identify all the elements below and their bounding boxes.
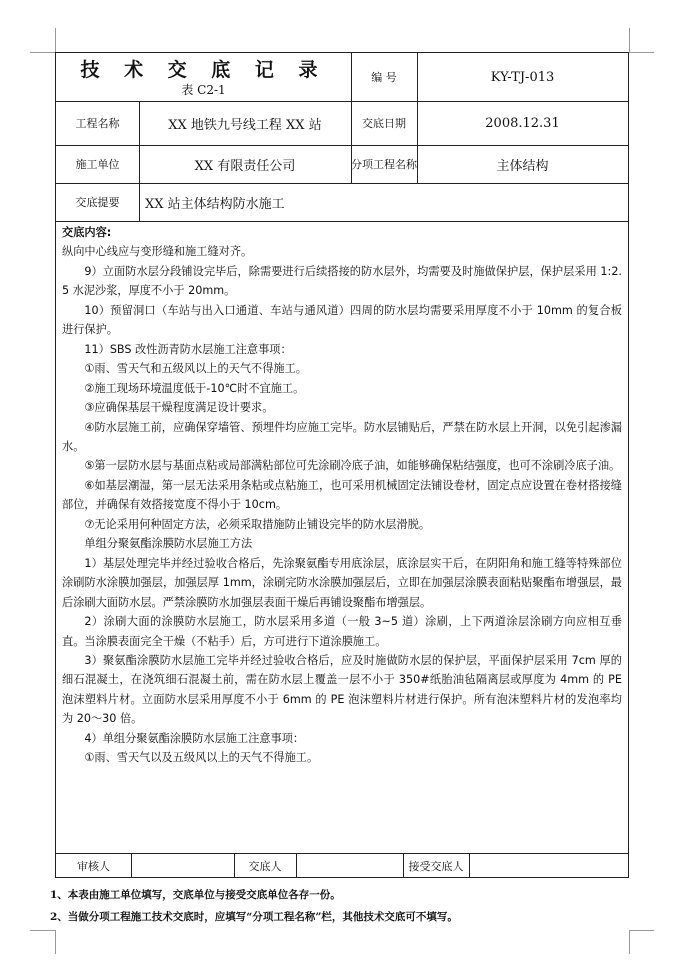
- project-name-value: XX 地铁九号线工程 XX 站: [168, 117, 322, 133]
- crop-mark-bottom-right: [629, 930, 630, 954]
- content-heading: 交底内容:: [62, 226, 112, 239]
- form-number: 表 C2-1: [181, 82, 226, 97]
- content-paragraph: ②施工现场环境温度低于-10℃时不宜施工。: [84, 381, 305, 395]
- crop-mark-top-left: [30, 52, 55, 53]
- content-paragraph: 11）SBS 改性沥青防水层施工注意事项：: [84, 342, 292, 356]
- date-value: 2008.12.31: [485, 115, 560, 131]
- summary-label: 交底提要: [75, 196, 120, 209]
- content-paragraph: ③应确保基层干燥程度满足设计要求。: [84, 401, 274, 415]
- content-paragraph: ⑥如基层潮湿，第一层无法采用条粘或点粘施工，也可采用机械固定法铺设卷材，固定点应设置在卷材搭接缝部位，并确保有效搭接宽度不得小于 10cm。: [62, 478, 622, 512]
- crop-mark-bottom-left: [55, 930, 56, 954]
- sub-project-label: 分项工程名称: [351, 158, 417, 171]
- footnote: 1、本表由施工单位填写，交底单位与接受交底单位各存一份。: [50, 889, 341, 901]
- content-paragraph: ⑦无论采用何种固定方法，必须采取措施防止铺设完毕的防水层滑脱。: [84, 517, 431, 531]
- date-label: 交底日期: [362, 117, 406, 130]
- crop-mark-bottom-left: [30, 930, 55, 931]
- presenter-signature[interactable]: [296, 853, 403, 878]
- reviewer-label: 审核人: [77, 859, 110, 873]
- construction-unit-value: XX 有限责任公司: [194, 158, 296, 174]
- reviewer-signature[interactable]: [131, 853, 234, 878]
- footnotes: [50, 884, 458, 928]
- crop-mark-bottom-right: [629, 930, 654, 931]
- footnote: 2、当做分项工程施工技术交底时，应填写“分项工程名称”栏，其他技术交底可不填写。: [50, 911, 458, 923]
- receiver-label: 接受交底人: [408, 859, 464, 873]
- content-paragraph: 2）涂刷大面的涂膜防水层施工，防水层采用多道（一般 3~5 道）涂刷，上下两道涂层涂刷方向应相互垂直。当涂膜表面完全干燥（不粘手）后，方可进行下道涂膜施工。: [62, 615, 622, 648]
- sub-project-value: 主体结构: [496, 158, 549, 174]
- content-paragraph: 单组分聚氨酯涂膜防水层施工方法: [84, 537, 253, 551]
- summary-value: XX 站主体结构防水施工: [145, 196, 285, 212]
- content-paragraph: 3）聚氨酯涂膜防水层施工完毕并经过验收合格后，应及时施做防水层的保护层，平面保护层采用 7cm 厚的细石混凝土，在浇筑细石混凝土前，需在防水层上覆盖一层不小于 350#纸胎油毡隔离层或厚度为 4mm 的 PE 泡沫塑料片材。立面防水层采用厚度不小于 6mm 的 PE 泡沫塑料片材进行保护。所有泡沫塑料片材的发泡率均为 20～30 倍。: [62, 653, 622, 726]
- content-paragraph: 纵向中心线应与变形缝和施工缝对齐。: [62, 245, 253, 259]
- construction-unit-label: 施工单位: [75, 158, 120, 171]
- content-paragraph: 10）预留洞口（车站与出入口通道、车站与通风道）四周的防水层均需要采用厚度不小于 10mm 的复合板进行保护。: [62, 303, 622, 337]
- disclosure-record-sheet: [55, 52, 629, 878]
- content-paragraph: ①雨、雪天气和五级风以上的天气不得施工。: [84, 362, 307, 376]
- number-label: 编 号: [371, 71, 397, 84]
- receiver-signature[interactable]: [469, 853, 628, 878]
- content-paragraph: 1）基层处理完毕并经过验收合格后，先涂聚氨酯专用底涂层，底涂层实干后，在阴阳角和施工缝等特殊部位涂刷防水涂膜加强层，加强层厚 1mm，涂刷完防水涂膜加强层后，立即在加强层涂膜表面粘贴聚酯布增强层，最后涂刷大面防水层。严禁涂膜防水加强层表面干燥后再铺设聚酯布增强层。: [62, 556, 622, 609]
- crop-mark-top-right: [629, 28, 630, 52]
- disclosure-content: [62, 223, 622, 768]
- project-name-label: 工程名称: [75, 117, 120, 130]
- content-paragraph: 9）立面防水层分段铺设完毕后，除需要进行后续搭接的防水层外，均需要及时施做保护层，保护层采用 1:2.5 水泥沙浆，厚度不小于 20mm。: [62, 264, 622, 298]
- crop-mark-top-right: [629, 52, 654, 53]
- presenter-label: 交底人: [248, 859, 282, 873]
- number-value: KY-TJ-013: [490, 69, 555, 85]
- content-paragraph: ①雨、雪天气以及五级风以上的天气不得施工。: [84, 751, 319, 765]
- crop-mark-top-left: [55, 28, 56, 52]
- document-title: 技 术 交 底 记 录: [80, 58, 327, 81]
- content-paragraph: 4）单组分聚氨酯涂膜防水层施工注意事项：: [84, 731, 305, 745]
- content-paragraph: ⑤第一层防水层与基面点粘或局部满粘部位可先涂刷冷底子油，如能够确保粘结强度，也可不涂刷冷底子油。: [84, 459, 621, 473]
- content-paragraph: ④防水层施工前，应确保穿墙管、预埋件均应施工完毕。防水层铺贴后，严禁在防水层上开洞，以免引起渗漏水。: [62, 420, 622, 453]
